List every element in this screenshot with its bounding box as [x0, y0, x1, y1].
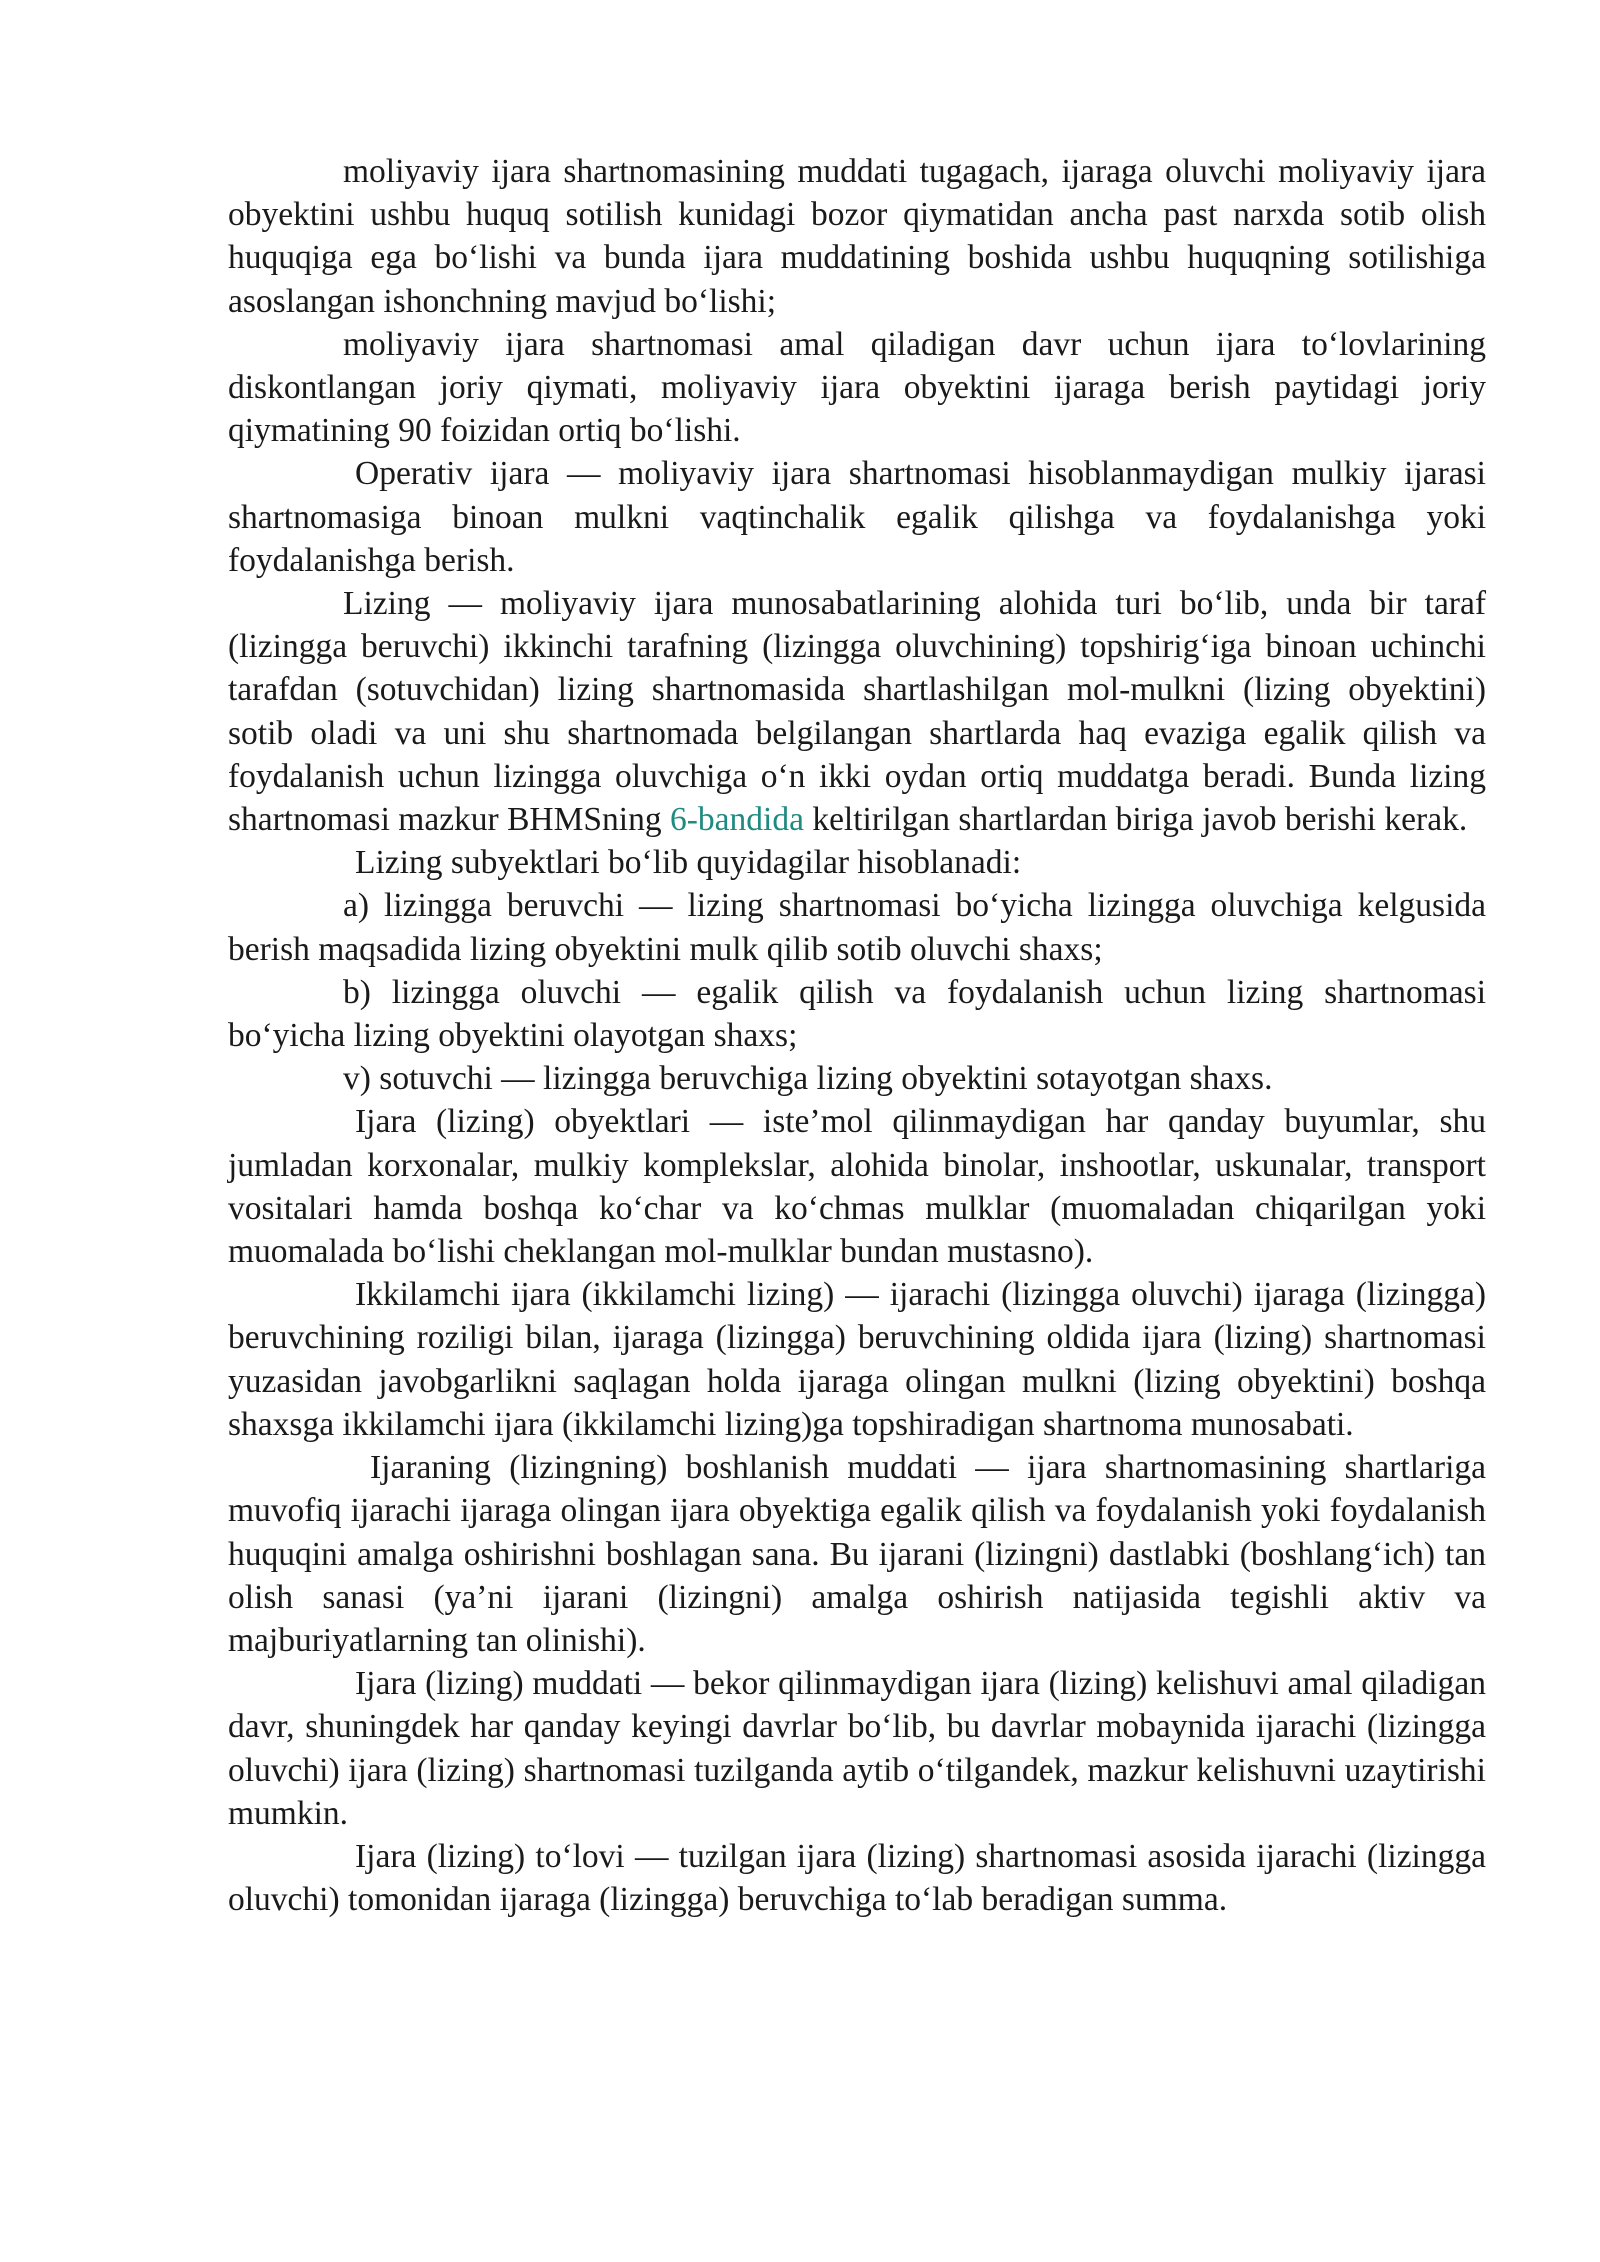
paragraph-lease-start: Ijaraning (lizingning) boshlanish muddati — ijara shartnomasining shartlariga muvofiq ijarachi ijaraga olingan ijara obyektiga egalik qilish va foydalanish yoki foydalanish huquqini amalga oshirishni boshlagan sana. Bu ijarani (lizingni) dastlabki (boshlang‘ich) tan olish sanasi (ya’ni ijarani (lizingni) amalga oshirish natijasida tegishli aktiv va majburiyatlarning tan olinishi).: [228, 1449, 1486, 1659]
lizing-text-before: Lizing — moliyaviy ijara munosabatlarining alohida turi bo‘lib, unda bir taraf (lizingga beruvchi) ikkinchi tarafning (lizingga oluvchining) topshirig‘iga binoan uchinchi tarafdan (sotuvchidan) lizing shartnomasida shartlashilgan mol-mulkni (lizing obyektini) sotib oladi va uni shu shartnomada belgilangan shartlarda haq evaziga egalik qilish va foydalanish uchun lizingga oluvchiga o‘n ikki oydan ortiq muddatga beradi. Bunda lizing shartnomasi mazkur BHMSning: [228, 585, 1486, 839]
list-item-b: b) lizingga oluvchi — egalik qilish va foydalanish uchun lizing shartnomasi bo‘yicha lizing obyektini olayotgan shaxs;: [228, 973, 1486, 1055]
paragraph-subjects-intro: Lizing subyektlari bo‘lib quyidagilar hisoblanadi:: [355, 844, 1022, 882]
paragraph-operativ-ijara: Operativ ijara — moliyaviy ijara shartnomasi hisoblanmaydigan mulkiy ijarasi shartnomasiga binoan mulkni vaqtinchalik egalik qilishga va foydalanishga yoki foydalanishga berish.: [228, 455, 1486, 579]
paragraph-lease-term: Ijara (lizing) muddati — bekor qilinmaydigan ijara (lizing) kelishuvi amal qiladigan davr, shuningdek har qanday keyingi davrlar bo‘lib, bu davrlar mobaynida ijarachi (lizingga oluvchi) ijara (lizing) shartnomasi tuzilganda aytib o‘tilgandek, mazkur kelishuvni uzaytirishi mumkin.: [228, 1665, 1486, 1832]
paragraph-discounted-value: moliyaviy ijara shartnomasi amal qiladigan davr uchun ijara to‘lovlarining diskontlangan joriy qiymati, moliyaviy ijara obyektini ijaraga berish paytidagi joriy qiymatining 90 foizidan ortiq bo‘lishi.: [228, 325, 1486, 450]
lizing-text-after: keltirilgan shartlardan biriga javob berishi kerak.: [803, 801, 1468, 839]
paragraph-purchase-option: moliyaviy ijara shartnomasining muddati tugagach, ijaraga oluvchi moliyaviy ijara obyektini ushbu huquq sotilish kunidagi bozor qiymatidan ancha past narxda sotib olish huquqiga ega bo‘lishi va bunda ijara muddatining boshida ushbu huquqning sotilishiga asoslangan ishonchning mavjud bo‘lishi;: [228, 153, 1486, 320]
paragraph-lease-payment: Ijara (lizing) to‘lovi — tuzilgan ijara (lizing) shartnomasi asosida ijarachi (lizingga oluvchi) tomonidan ijaraga (lizingga) beruvchiga to‘lab beradigan summa.: [228, 1837, 1486, 1919]
bhms-paragraph-6-link[interactable]: 6-bandida: [669, 801, 804, 839]
paragraph-lease-objects: Ijara (lizing) obyektlari — iste’mol qilinmaydigan har qanday buyumlar, shu jumladan korxonalar, mulkiy komplekslar, alohida binolar, inshootlar, uskunalar, transport vositalari hamda boshqa ko‘char va ko‘chmas mulklar (muomaladan chiqarilgan yoki muomalada bo‘lishi cheklangan mol-mulklar bundan mustasno).: [228, 1103, 1486, 1271]
document-page: [228, 150, 1486, 1921]
list-item-v: v) sotuvchi — lizingga beruvchiga lizing obyektini sotayotgan shaxs.: [343, 1060, 1273, 1098]
paragraph-secondary-lease: Ikkilamchi ijara (ikkilamchi lizing) — ijarachi (lizingga oluvchi) ijaraga (lizingga) beruvchining roziligi bilan, ijaraga (lizingga) beruvchining oldida ijara (lizing) shartnomasi yuzasidan javobgarlikni saqlagan holda ijaraga olingan mulkni (lizing obyektini) boshqa shaxsga ikkilamchi ijara (ikkilamchi lizing)ga topshiradigan shartnoma munosabati.: [228, 1276, 1486, 1443]
list-item-a: a) lizingga beruvchi — lizing shartnomasi bo‘yicha lizingga oluvchiga kelgusida berish maqsadida lizing obyektini mulk qilib sotib oluvchi shaxs;: [228, 887, 1486, 968]
paragraph-lizing-definition: [228, 582, 1486, 841]
